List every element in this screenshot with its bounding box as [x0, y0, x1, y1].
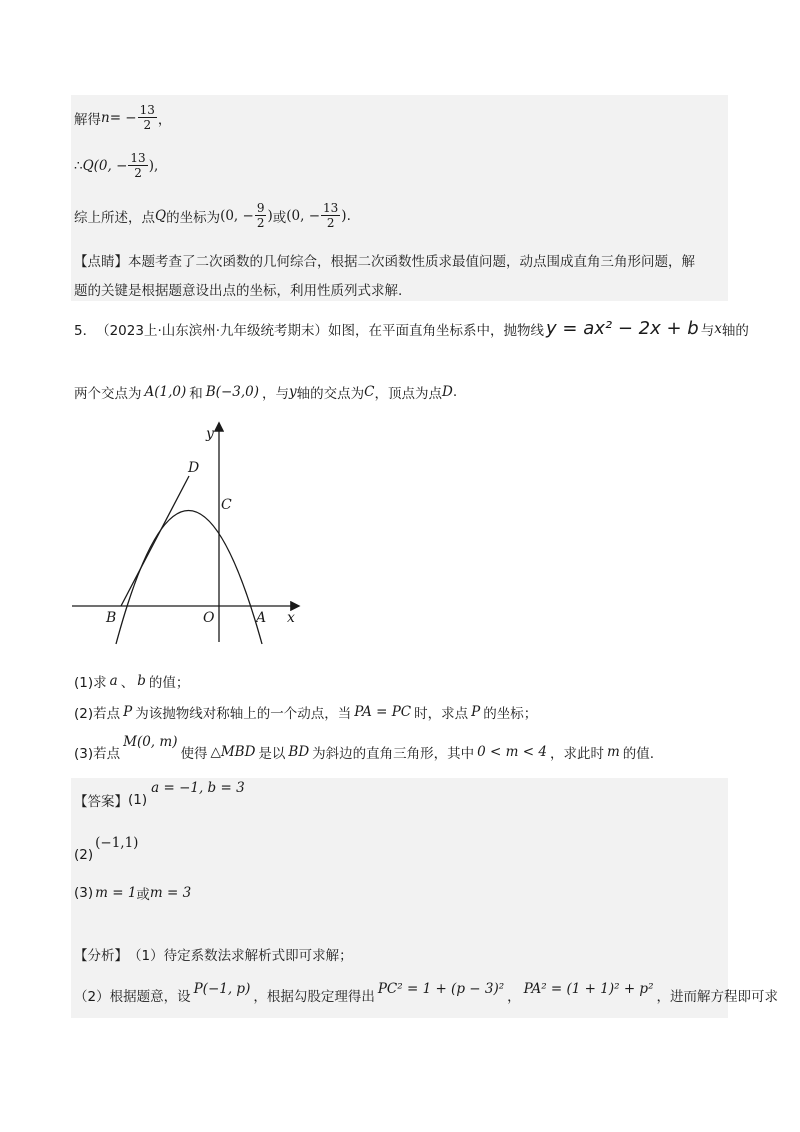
q3-mid: 使得	[180, 746, 208, 762]
q1-suffix: 的值；	[148, 675, 190, 691]
label-b: B	[106, 610, 117, 626]
q3-m-point: M(0, m)	[123, 734, 178, 750]
q2-mid: 为该抛物线对称轴上的一个动点，当	[135, 706, 352, 722]
fraction-13-over-2: $\frac{13}{2}$	[139, 103, 155, 132]
q1-prefix: (1)求	[74, 675, 107, 691]
or-word: 或	[272, 209, 287, 226]
analysis-line-1: （1）待定系数法求解析式即可求解；	[128, 948, 353, 964]
analysis-1	[74, 944, 353, 964]
answer-3-or: 或	[136, 887, 150, 903]
analysis-comma: ，	[507, 989, 521, 1005]
comment-line-1	[74, 250, 695, 270]
q3-mid2: 是以	[258, 746, 286, 762]
answer-3	[74, 883, 191, 903]
coord1-prefix: (0, −	[220, 207, 254, 224]
period: .	[346, 207, 351, 224]
q3-m: m	[606, 744, 620, 760]
question-1	[74, 671, 189, 691]
therefore-symbol: ∴	[74, 157, 83, 174]
parabola-equation: y = ax² − 2x + b	[546, 318, 699, 339]
summary-mid: 的坐标为	[166, 209, 221, 226]
answer-1-number: (1)	[128, 792, 148, 808]
answer-1	[74, 780, 245, 810]
label-x: x	[287, 610, 295, 626]
line2-end: .	[452, 384, 458, 400]
analysis-line2-prefix: （2）根据题意，设	[74, 989, 191, 1005]
comment-text-2: 题的关键是根据题意设出点的坐标，利用性质列式求解.	[74, 283, 403, 299]
line2-mid3: ，顶点为点	[374, 386, 442, 402]
fraction-13-over-2-b: $\frac{13}{2}$	[323, 201, 339, 230]
label-c: C	[221, 497, 232, 513]
q-point-suffix: ),	[148, 157, 159, 174]
point-a: A(1,0)	[144, 384, 187, 400]
q-point-prefix: Q(0, −	[82, 157, 128, 174]
point-b: B(−3,0)	[205, 384, 260, 400]
analysis-line2-suffix: ，进而解方程即可求	[656, 989, 778, 1005]
q2-mid2: 时，求点	[414, 706, 469, 722]
coord2-close: )	[341, 207, 347, 224]
q1-sep: 、	[120, 675, 135, 691]
answer-2	[74, 835, 139, 863]
q3-prefix: (3)若点	[74, 746, 121, 762]
analysis-2	[74, 981, 778, 1005]
summary-prefix: 综上所述，点	[74, 209, 155, 226]
answer-2-number: (2)	[74, 847, 94, 863]
with-x-suffix: 轴的	[721, 322, 749, 339]
solve-prefix: 解得	[74, 111, 101, 128]
label-y: y	[206, 426, 214, 442]
c-variable: C	[364, 384, 375, 400]
label-o: O	[203, 610, 215, 626]
q1-b: b	[137, 673, 146, 689]
q3-bd: BD	[288, 744, 310, 760]
x-variable: x	[714, 320, 722, 337]
problem-number: 5．	[74, 322, 97, 339]
problem5-line-1	[74, 318, 749, 339]
q2-suffix: 的坐标；	[483, 706, 538, 722]
equals-minus: = −	[109, 109, 137, 126]
analysis-label: 【分析】	[74, 948, 128, 964]
q3-mid4: ，求此时	[549, 746, 604, 762]
q3-triangle: △MBD	[210, 744, 256, 760]
answer-3-number: (3)	[74, 885, 94, 901]
q1-a: a	[109, 673, 118, 689]
line2-mid: ，与	[262, 386, 290, 402]
analysis-pa-equation: PA² = (1 + 1)² + p²	[523, 981, 654, 997]
analysis-pc-equation: PC² = 1 + (p − 3)²	[377, 981, 505, 997]
problem-source: （2023上·山东滨州·九年级统考期末）如图，在平面直角坐标系中，抛物线	[96, 322, 545, 339]
answer-3-value-2: m = 3	[149, 885, 192, 901]
fraction-9-over-2: $\frac{9}{2}$	[256, 201, 265, 230]
analysis-line2-mid: ，根据勾股定理得出	[253, 989, 375, 1005]
answer-label: 【答案】	[74, 794, 128, 810]
comment-text-1: 【点睛】本题考查了二次函数的几何综合，根据二次函数性质求最值问题，动点围成直角三角形问题，解	[74, 254, 695, 270]
answer-2-value: (−1,1)	[95, 835, 139, 851]
question-2	[74, 702, 537, 722]
n-variable: n	[101, 109, 110, 126]
and-word: 和	[189, 386, 203, 402]
with-x-prefix: 与	[700, 322, 715, 339]
parabola-curve	[116, 511, 262, 645]
question-3	[74, 734, 655, 762]
q2-p2: P	[471, 704, 481, 720]
q3-mid3: 为斜边的直角三角形，其中	[312, 746, 475, 762]
fraction-13-over-2-q: $\frac{13}{2}$	[130, 151, 146, 180]
label-d: D	[188, 460, 200, 476]
q3-suffix: 的值.	[622, 746, 655, 762]
segment-bd	[121, 476, 189, 606]
comma: ，	[157, 111, 172, 128]
analysis-p-point: P(−1, p)	[193, 981, 251, 997]
comment-line-2	[74, 279, 402, 299]
coord2-prefix: (0, −	[286, 207, 320, 224]
intersections-prefix: 两个交点为	[74, 386, 142, 402]
q2-p: P	[123, 704, 133, 720]
q-point-line	[74, 151, 158, 180]
problem5-line-2	[74, 382, 457, 402]
summary-line	[74, 201, 351, 230]
solve-line	[74, 103, 171, 132]
label-a: A	[256, 610, 267, 626]
coord1-close: )	[267, 207, 273, 224]
q2-prefix: (2)若点	[74, 706, 121, 722]
answer-3-value-1: m = 1	[95, 885, 137, 901]
parabola-figure	[68, 420, 308, 660]
line2-mid2: 轴的交点为	[296, 386, 365, 402]
summary-q: Q	[155, 207, 167, 224]
q3-range: 0 < m < 4	[477, 744, 547, 760]
d-variable: D	[442, 384, 453, 400]
answer-1-value: a = −1, b = 3	[151, 780, 245, 796]
y-variable: y	[289, 384, 297, 400]
q2-equation: PA = PC	[354, 704, 412, 720]
